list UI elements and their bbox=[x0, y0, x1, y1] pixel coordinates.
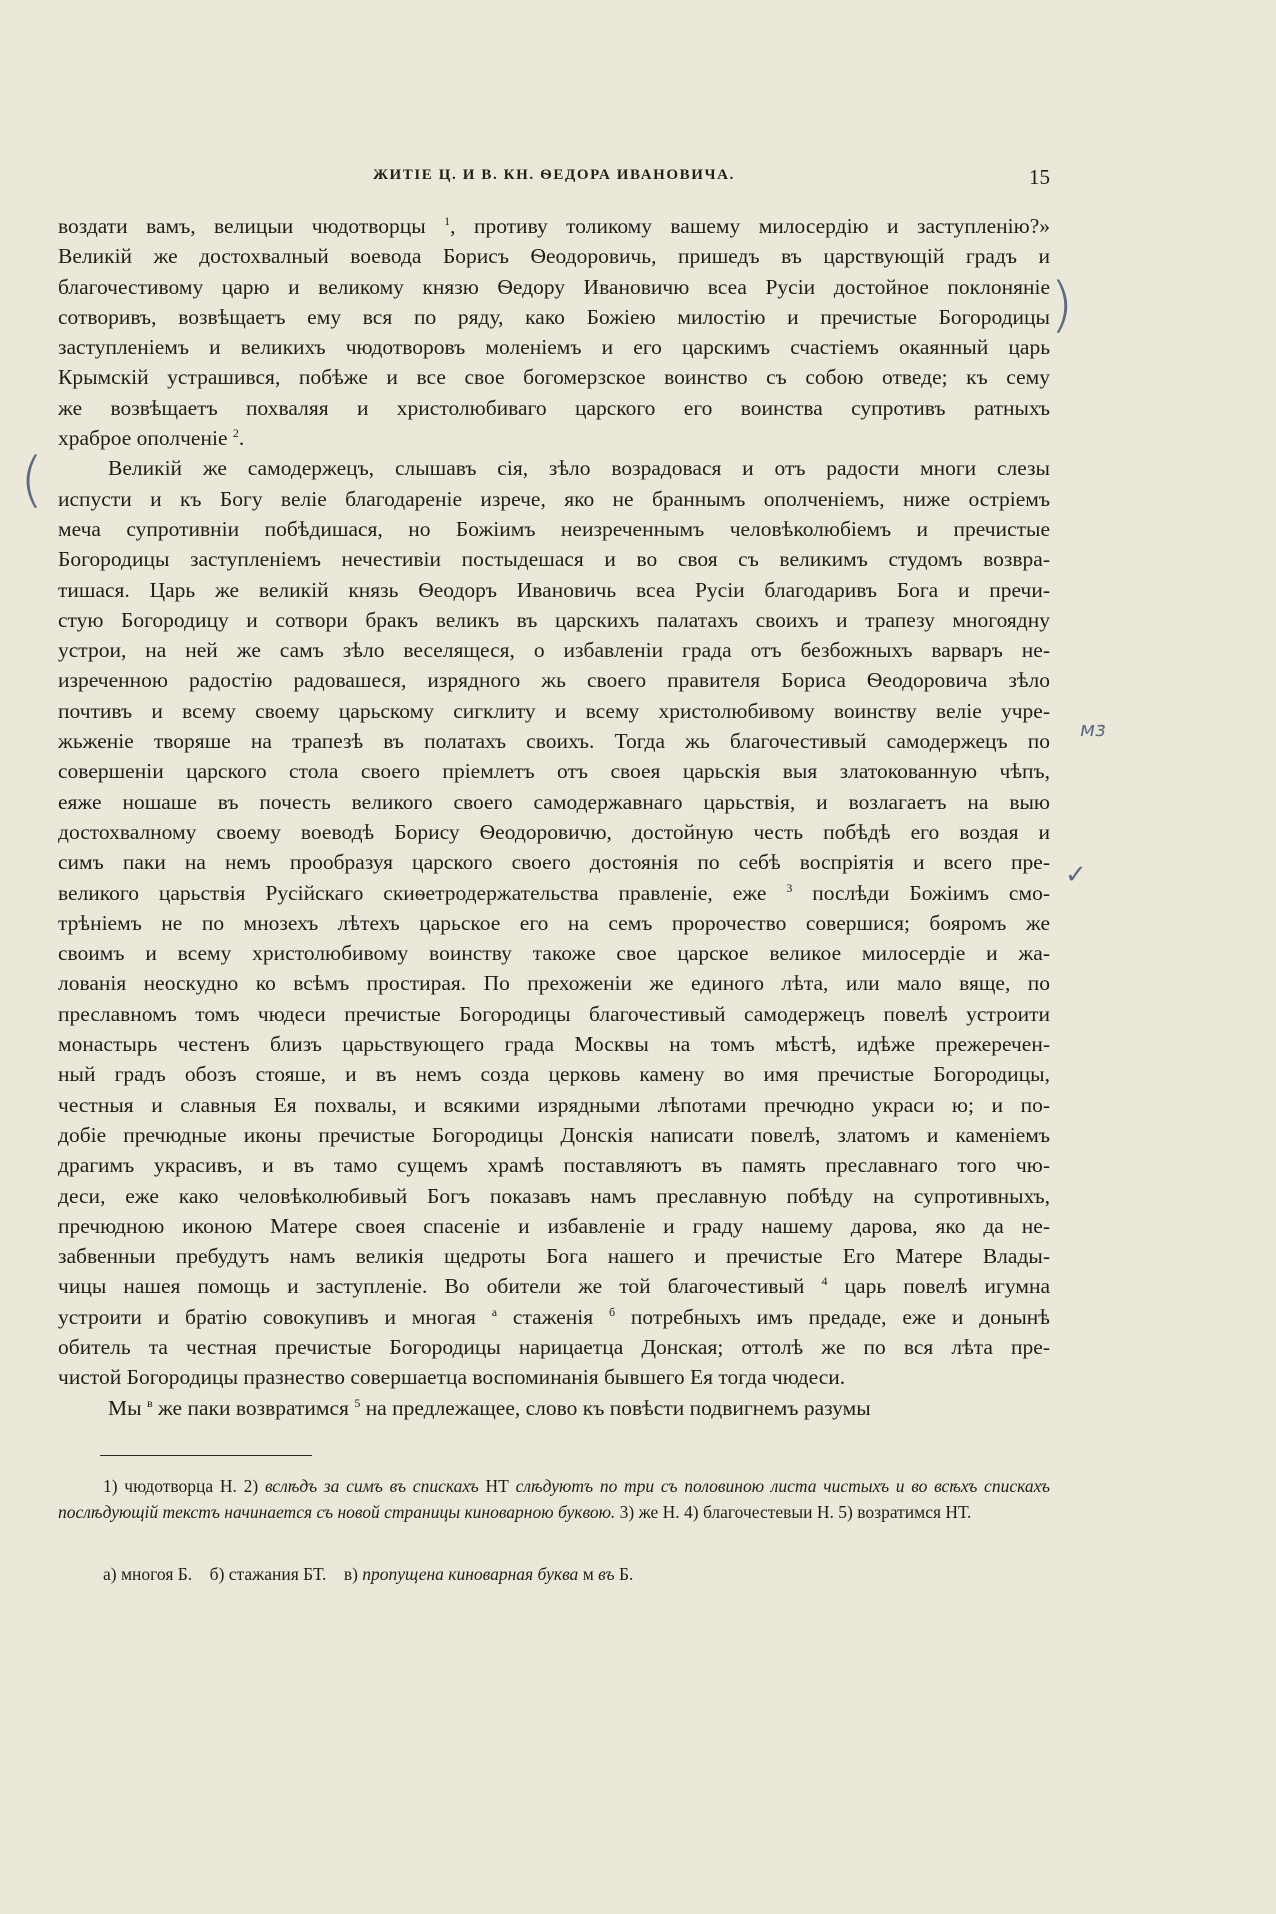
text-line: храброе ополченіе $^2$. bbox=[58, 425, 245, 451]
paragraph bbox=[58, 453, 1050, 1392]
footnote-marker: б bbox=[608, 1304, 616, 1319]
text-line: Крымскій устрашився, побѣже и все свое богомерзское воинство съ собою отведе; къ сему bbox=[58, 365, 1050, 390]
page-number: 15 bbox=[1029, 165, 1050, 189]
footnote-marker: 4 bbox=[821, 1274, 828, 1289]
text-line: еяже ношаше въ почесть великого своего самодержавнаго царьствія, и возлагаетъ на выю bbox=[58, 789, 1050, 814]
text-line: Мы $^в$ же паки возвратимся $^5$ на предлежащее, слово къ повѣсти подвигнемъ разумы bbox=[108, 1395, 871, 1420]
page-header bbox=[58, 165, 1050, 191]
margin-pencil-mark: мз bbox=[1080, 717, 1106, 741]
text-line: монастырь честенъ близъ царьствующего града Москвы на томъ мѣстѣ, идѣже прежеречен- bbox=[58, 1032, 1050, 1057]
text-line: чистой Богородицы празнество совершаетца воспоминанія бывшего Ея тогда чюдеси. bbox=[58, 1365, 846, 1390]
text-line: преславномъ томъ чюдеси пречистые Богородицы благочестивый самодержецъ повелѣ устроити bbox=[58, 1001, 1050, 1026]
text-line: тишася. Царь же великій князь Ѳеодоръ Ивановичь всеа Русіи благодаривъ Бога и пречи- bbox=[58, 577, 1050, 602]
text-line: лованія неоскудно ко всѣмъ простирая. По прехоженіи же единого лѣта, или мало вяще, по bbox=[58, 971, 1050, 996]
text-line: воздати вамъ, велицыи чюдотворцы $^1$, противу толикому вашему милосердію и заступленію?» bbox=[58, 213, 1050, 238]
text-line: сотворивъ, возвѣщаетъ ему вся по ряду, како Божіею милостію и пречистые Богородицы bbox=[58, 304, 1050, 329]
text-line: Богородицы заступленіемъ нечестивіи постыдешася и во своя съ великимъ студомъ возвра- bbox=[58, 547, 1050, 572]
text-line: почтивъ и всему своему царьскому сигклиту и всему христолюбивому воинству веліе учре- bbox=[58, 698, 1050, 723]
footnote: 1) чюдотворца Н. 2) вслѣдъ за симъ въ спискахъ НТ слѣдуютъ по три съ половиною листа чистыхъ и во всѣхъ спискахъ послѣдующій текстъ начинается съ новой страницы киноварною буквою. 3) же Н. 4) благочестевыи Н. 5) возратимся НТ. bbox=[58, 1476, 1050, 1522]
text-line: стую Богородицу и сотвори бракъ великъ въ царскихъ палатахъ своихъ и трапезу многоядну bbox=[58, 607, 1050, 632]
text-line: достохвалному своему воеводѣ Борису Ѳеодоровичю, достойную честь побѣдѣ его воздая и bbox=[58, 819, 1050, 844]
text-line: драгимъ украсивъ, и въ тамо сущемъ храмѣ поставляютъ въ память преславнаго того чю- bbox=[58, 1153, 1050, 1178]
text-line: заступленіемъ и великихъ чюдотворовъ моленіемъ и его царскимъ счастіемъ окаянный царь bbox=[58, 335, 1050, 360]
paragraph bbox=[58, 1393, 1050, 1423]
text-line: устроити и братію совокупивъ и многая $^а$ стаженія $^б$ потребныхъ имъ предаде, еже и донынѣ bbox=[58, 1304, 1050, 1329]
text-line: добіе пречюдные иконы пречистые Богородицы Донскія написати повелѣ, златомъ и каменіемъ bbox=[58, 1122, 1050, 1147]
text-line: деси, еже како человѣколюбивый Богъ показавъ намъ преславную побѣду на супротивныхъ, bbox=[58, 1183, 1050, 1208]
text-line: благочестивому царю и великому князю Ѳедору Ивановичю всеа Русіи достойное поклоняніе bbox=[58, 274, 1050, 299]
footnote-marker: 1 bbox=[444, 213, 451, 228]
footnote-marker: 5 bbox=[354, 1395, 361, 1410]
footnote-marker: в bbox=[146, 1395, 153, 1410]
margin-bracket-mark: ( bbox=[20, 445, 44, 515]
variant-readings: а) многоя Б. б) стажания БТ. в) пропущена киноварная буква м въ Б. bbox=[103, 1564, 634, 1584]
footnote-marker: 3 bbox=[786, 880, 793, 895]
text-line: жьженіе творяше на трапезѣ въ полатахъ своихъ. Тогда жь благочестивый самодержецъ по bbox=[58, 729, 1050, 754]
text-line: изреченною радостію радовашеся, изрядного жь своего правителя Бориса Ѳеодоровича зѣло bbox=[58, 668, 1050, 693]
text-line: Великій же самодержецъ, слышавъ сія, зѣло возрадовася и отъ радости многи слезы bbox=[108, 456, 1050, 481]
text-line: чицы нашея помощь и заступленіе. Во обители же той благочестивый $^4$ царь повелѣ игумна bbox=[58, 1274, 1050, 1299]
text-line: симъ паки на немъ прообразуя царского своего достоянія по себѣ воспріятія и всего пре- bbox=[58, 850, 1050, 875]
text-line: совершеніи царского стола своего пріемлетъ отъ своея царьскія выя златокованную чѣпъ, bbox=[58, 759, 1050, 784]
footnotes bbox=[58, 1473, 1050, 1525]
main-text bbox=[58, 211, 1050, 1423]
text-line: ный градъ обозъ стояше, и въ немъ созда церковь камену во имя пречистые Богородицы, bbox=[58, 1062, 1050, 1087]
margin-pencil-tick: ✓ bbox=[1065, 860, 1087, 890]
text-line: устрои, на ней же самъ зѣло веселящеся, о избавленіи града отъ безбожныхъ варваръ не- bbox=[58, 638, 1050, 663]
text-line: же возвѣщаетъ похваляя и христолюбиваго царского его воинства супротивъ ратныхъ bbox=[58, 395, 1050, 420]
text-line: Великій же достохвалный воевода Борисъ Ѳеодоровичь, пришедъ въ царствующій градъ и bbox=[58, 244, 1050, 269]
footnote-divider bbox=[100, 1455, 312, 1456]
margin-bracket-mark: ) bbox=[1050, 270, 1074, 340]
text-line: забвенныи пребудутъ намъ великія щедроты Бога нашего и пречистые Его Матере Влады- bbox=[58, 1244, 1050, 1269]
footnote-marker: а bbox=[491, 1304, 498, 1319]
footnote-marker: 2 bbox=[232, 425, 239, 440]
paragraph bbox=[58, 211, 1050, 453]
text-line: пречюдною иконою Матере своея спасеніе и избавленіе и граду нашему дарова, яко да не- bbox=[58, 1213, 1050, 1238]
text-line: трѣніемъ не по мнозехъ лѣтехъ царьское его на семъ пророчество совершися; бояромъ же bbox=[58, 910, 1050, 935]
running-head: ЖИТІЕ Ц. И В. КН. ѲЕДОРА ИВАНОВИЧА. bbox=[373, 167, 735, 183]
text-line: испусти и къ Богу веліе благодареніе изрече, яко не браннымъ ополченіемъ, ниже остріемъ bbox=[58, 486, 1050, 511]
text-line: меча супротивніи побѣдишася, но Божіимъ неизреченнымъ человѣколюбіемъ и пречистые bbox=[58, 516, 1050, 541]
text-line: обитель та честная пречистые Богородицы нарицаетца Донская; оттолѣ же по вся лѣта пре- bbox=[58, 1334, 1050, 1359]
text-line: своимъ и всему христолюбивому воинству такоже свое царское великое милосердіе и жа- bbox=[58, 941, 1050, 966]
text-line: честныя и славныя Ея похвалы, и всякими изрядными лѣпотами пречюдно украси ю; и по- bbox=[58, 1092, 1050, 1117]
text-line: великого царьствія Русійскаго скиѳетродержательства правленіе, еже $^3$ послѣди Божіимъ смо- bbox=[58, 880, 1050, 905]
